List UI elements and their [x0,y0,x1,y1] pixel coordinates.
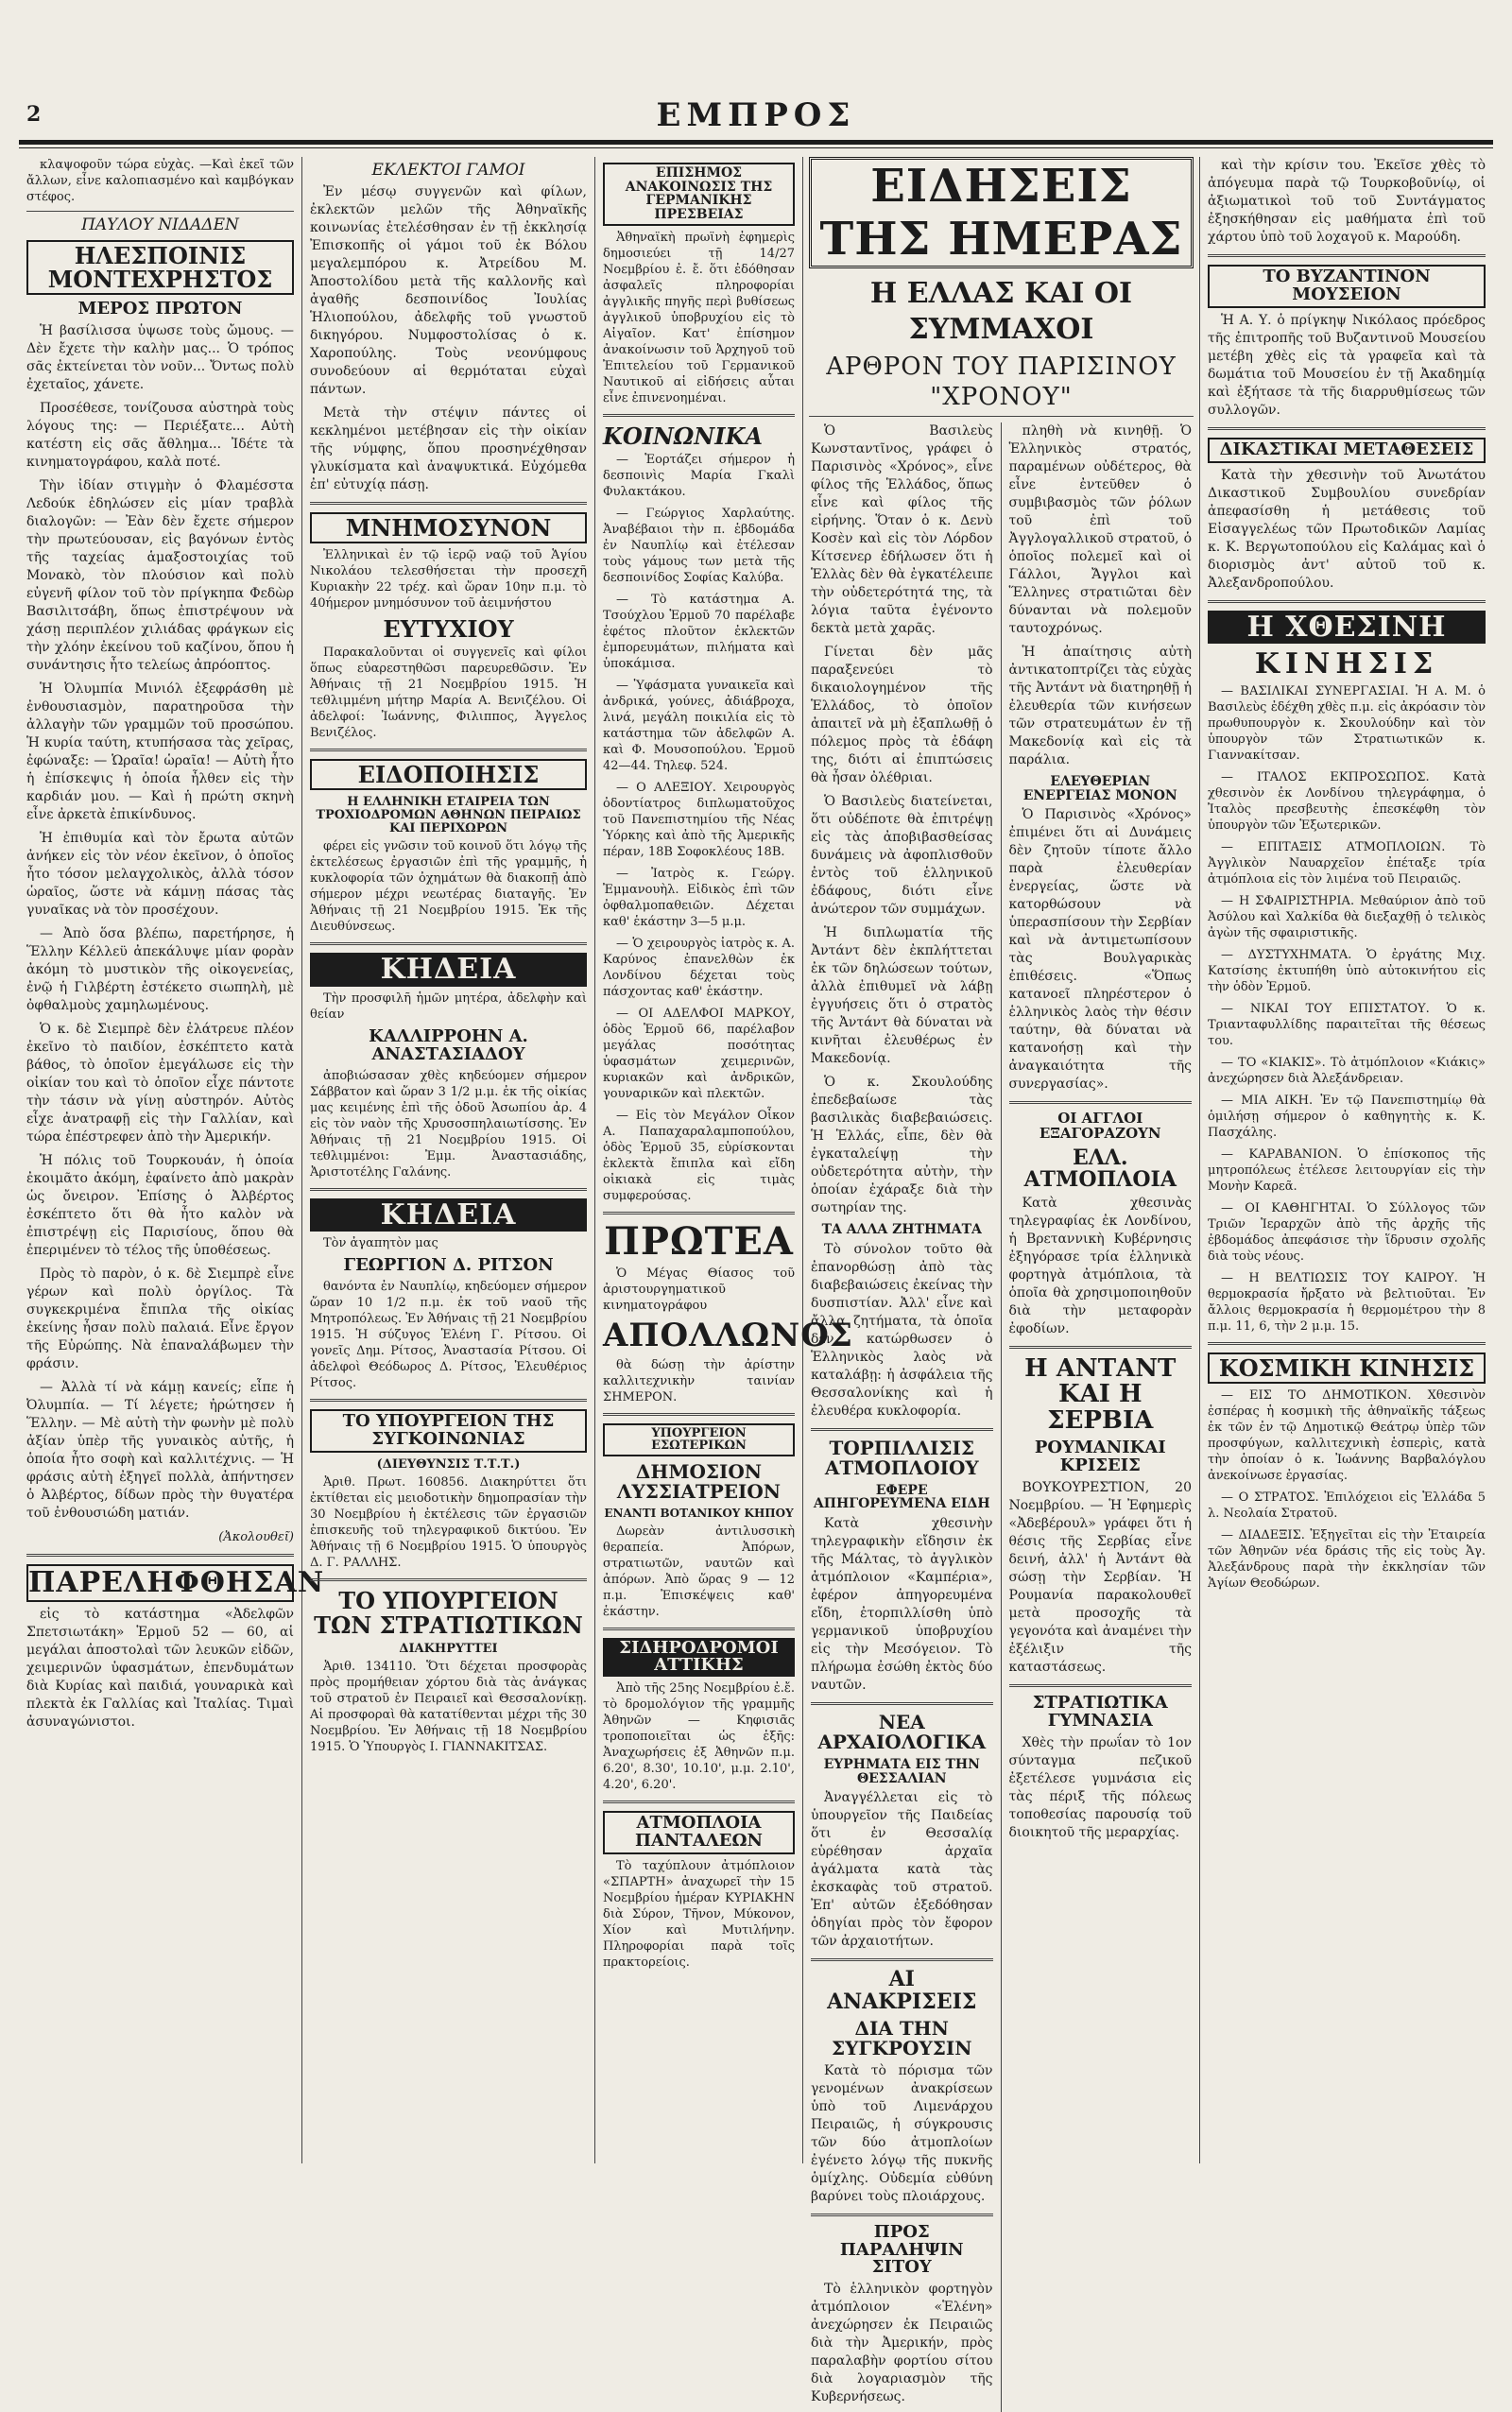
world-item: — Ο ΣΤΡΑΤΟΣ. Ἐπιλόχειοι εἰς Ἑλλάδα 5 λ. Νεολαία Στρατοῦ. [1208,1490,1486,1521]
railway-title: ΣΙΔΗΡΟΔΡΟΜΟΙ ΑΤΤΙΚΗΣ [603,1638,795,1678]
railway-text: Ἀπὸ τῆς 25ης Νοεμβρίου ἐ.ἔ. τὸ δρομολόγιον τῆς γραμμῆς Ἀθηνῶν — Κηφισιᾶς τροποποιεῖται ὡς ἑξῆς: Ἀναχωρήσεις ἐξ Ἀθηνῶν π.μ. 6.20', 8.30', 10.10', μ.μ. 2.10', 4.20', 6.20'. [603,1681,795,1793]
embassy-title: ΕΠΙΣΗΜΟΣ ΑΝΑΚΟΙΝΩΣΙΣ ΤΗΣ ΓΕΡΜΑΝΙΚΗΣ ΠΡΕΣΒΕΙΑΣ [603,163,795,226]
weddings-note: Μετὰ τὴν στέψιν πάντες οἱ κεκλημένοι μετέβησαν εἰς τὴν οἰκίαν τῆς νύμφης, ὅπου προσηνέχθησαν γλυκίσματα καὶ ἀναψυκτικά. Εὐχόμεθα ἐπ' εὐτυχίᾳ πάσῃ. [310,405,587,492]
social-item: — ΟΙ ΑΔΕΛΦΟΙ ΜΑΡΚΟΥ, ὁδὸς Ἑρμοῦ 66, παρέλαβον μεγάλας ποσότητας ὑφασμάτων χειμερινῶν, κυριακῶν καὶ ἀνδρικῶν, γουναρικῶν καὶ πλεκτῶν. [603,1006,795,1101]
grain-title: ΠΡΟΣ ΠΑΡΑΛΗΨΙΝ ΣΙΤΟΥ [839,2221,964,2278]
serial-byline: ΠΑΥΛΟΥ ΝΙΔΑΔΕΝ [81,215,239,234]
masthead-rule-thin [19,147,1493,148]
army-subtitle: ΔΙΑΚΗΡΥΤΤΕΙ [399,1641,498,1656]
world-title: ΚΟΣΜΙΚΗ ΚΙΝΗΣΙΣ [1208,1352,1486,1384]
exercises-title: ΣΤΡΑΤΙΩΤΙΚΑ ΓΥΜΝΑΣΙΑ [1032,1692,1168,1731]
serial-paragraph: Τὴν ἰδίαν στιγμὴν ὁ Φλαμέσστα Λεδούκ ἐδηλώσεν εἰς μίαν τραβλὰ διαλογῶν: — Ἐὰν δὲν ἔχετε σήμερον τὴν πρωτεύουσαν, εἰς βαγόνων ἐντὸς τῆς ταχείας ἁμαξοστοιχίας τοῦ Μονακὸ, τὸν πλούσιον καὶ πολὺ εὐγενῆ φίλον τοῦ τὸν πρίγκηπα Φεδὼρ Βασιλιτσάβη, ὅπως ἐπιστρέψουν νὰ χάσῃ περιπλέον χιλιάδας φράγκων εἰς τὴν χλόην ἐκείνου τοῦ καζίνου, ὅπου ἡ συνάντησις ἦτο τελείως ἀπρόοπτος. [26,478,294,674]
rabies-clinic-sub: ΕΝΑΝΤΙ ΒΟΤΑΝΙΚΟΥ ΚΗΠΟΥ [604,1506,794,1520]
cinema-text: Ὁ Μέγας Θίασος τοῦ ἀριστουργηματικοῦ κινηματογράφου [603,1266,795,1313]
inquiries-head: ΔΙΑ ΤΗΝ ΣΥΓΚΡΟΥΣΙΝ [831,2016,972,2059]
serial-opening: κλαψοφοῦν τώρα εὐχὰς. —Καὶ ἐκεῖ τῶν ἄλλων, εἶνε καλοπιασμένο καὶ καμβόγκαν στέφος. [26,158,294,204]
memorial-name: ΕΥΤΥΧΙΟΥ [383,615,514,644]
funeral-title: ΚΗΔΕΙΑ [310,1198,587,1232]
archaeology-text: Ἀναγγέλλεται εἰς τὸ ὑπουργεῖον τῆς Παιδείας ὅτι ἐν Θεσσαλίᾳ εὑρέθησαν ἀρχαῖα ἀγάλματα κατὰ τὰς ἐκσκαφὰς τοῦ στρατοῦ. Ἐπ' αὐτῶν ἐξεδόθησαν ὁδηγίαι πρὸς τὸν ἔφορον τῶν ἀρχαιοτήτων. [811,1790,993,1950]
column-movement [1200,157,1493,2163]
entente-head: ΡΟΥΜΑΝΙΚΑΙ ΚΡΙΣΕΙΣ [1034,1437,1166,1475]
serial-paragraph: Ἡ Ὀλυμπία Μινιόλ ἐξεφράσθη μὲ ἐνθουσιασμὸν, παρατηροῦσα τὴν ἀλλαγὴν τῶν γραμμῶν τοῦ προσώπου. Ἡ κυρία ταύτη, κτυπήσασα τὰς χεῖρας, ἐφώναξε: — Ὡραῖα! ὡραῖα! — Αὐτὴ ἦτο ἡ ἐπίσκεψις ἡ ὁποία ἦλθεν εἰς τὴν καρδιάν μου. — Καὶ ἡ πρώτη σκηνὴ εἶνε ἀρκετὰ ἐπικίνδυνος. [26,681,294,823]
inquiries-title: ΑΙ ΑΝΑΚΡΙΣΕΙΣ [827,1967,977,2014]
ad-text: εἰς τὸ κατάστημα «Ἀδελφῶν Σπετσιωτάκη» Ἑρμοῦ 52 — 60, αἱ μεγάλαι ἀποστολαὶ τῶν λευκῶν εἰδῶν, χειμερινῶν ὑφασμάτων, ἐπενδυμάτων διὰ Κυρίας καὶ παιδιά, γουναρικὰ καὶ πλεκτὰ ἐκ Γαλλίας καὶ Ἰταλίας. Τιμαὶ ἀσυναγώνιστοι. [26,1606,294,1730]
yesterday-item: — Η ΒΕΛΤΙΩΣΙΣ ΤΟΥ ΚΑΙΡΟΥ. Ἡ θερμοκρασία ἤρξατο νὰ βελτιοῦται. Ἐν ἄλλοις θερμοκρασία ἡ θερμομέτρου τὴν 8 π.μ. 11, 6, τὴν 2 μ.μ. 15. [1208,1270,1486,1334]
museum-text: Ἡ Α. Υ. ὁ πρίγκηψ Νικόλαος πρόεδρος τῆς ἐπιτροπῆς τοῦ Βυζαντινοῦ Μουσείου μετέβη χθὲς εἰς τὰ γραφεῖα καὶ τὰ δωμάτια τοῦ Μουσείου ἐν τῇ Ἀκαδημίᾳ καὶ ἐξήτασε τὰ τῆς διαρρυθμίσεως τῶν συλλογῶν. [1208,312,1486,418]
serial-continued: (Ἀκολουθεῖ) [218,1530,294,1545]
memorial-title: ΜΝΗΜΟΣΥΝΟΝ [310,512,587,543]
serial-paragraph: Πρὸς τὸ παρὸν, ὁ κ. δὲ Σιεμπρὲ εἶνε γέρων καὶ πολὺ ὀργίλος. Τὰ συγκεκριμένα ἔπιπλα τῆς οἰκίας ἐκείνης ἦσαν πολὺ παλαιά. Εἶνε ἔργον τῆς Εὐρώπης. Νὰ ἐπαναλάβωμεν τὴν φράσιν. [26,1266,294,1372]
social-item: — Γεώργιος Χαρλαύτης. Ἀναβέβαιοι τὴν π. ἑβδομάδα ἐν Ναυπλίῳ καὶ ἐτέλεσαν τοὺς γάμους των μετὰ τῆς δεσποινίδος Σοφίας Καλύβα. [603,506,795,585]
entente-title: Η ΑΝΤΑΝΤ ΚΑΙ Η ΣΕΡΒΙΑ [1024,1354,1177,1435]
serial-paragraph: Ἡ ἐπιθυμία καὶ τὸν ἔρωτα αὐτῶν ἀνήκεν εἰς τὸν νέον ἐκεῖνον, ὁ ὁποῖος ἦτο τόσον μελαγχολικὸς, ἀλλὰ τόσον ὡραῖος, ὥστε νὰ κάμνῃ πάσας τὰς γυναῖκας νὰ τὸν προσέχουν. [26,831,294,919]
news-columns [803,422,1199,2412]
yesterday-item: — ΚΑΡΑΒΑΝΙΟΝ. Ὁ ἐπίσκοπος τῆς μητροπόλεως ἐτέλεσε λειτουργίαν εἰς τὴν Μονὴν Καρεᾶ. [1208,1146,1486,1194]
yesterday-item: — ΙΤΑΛΟΣ ΕΚΠΡΟΣΩΠΟΣ. Κατὰ χθεσινὸν ἐκ Λονδίνου τηλεγράφημα, ὁ Ἰταλὸς πρεσβευτὴς ἐπεσκέφθη τὸν ὑπουργὸν τῶν Ἐξωτερικῶν. [1208,769,1486,833]
ships-head: ΕΛΛ. ΑΤΜΟΠΛΟΙΑ [1023,1145,1177,1192]
column-serial [19,157,325,2163]
news-headline: Η ΕΛΛΑΣ ΚΑΙ ΟΙ ΣΥΜΜΑΧΟΙ [869,277,1133,346]
funeral-name: ΚΑΛΛΙΡΡΟΗΝ Α. ΑΝΑΣΤΑΣΙΑΔΟΥ [369,1025,528,1064]
social-item: — Ἰατρὸς κ. Γεώργ. Ἐμμανουὴλ. Εἰδικὸς ἐπὶ τῶν ὀφθαλμοπαθειῶν. Δέχεται καθ' ἑκάστην 3—5 μ.μ. [603,866,795,929]
news-right [1002,422,1200,2412]
rabies-clinic-text: Δωρεὰν ἀντιλυσσικὴ θεραπεία. Ἀπόρων, στρατιωτῶν, ναυτῶν καὶ ἀπόρων. Ἀπὸ ὥρας 9 — 12 π.μ. Ἐπισκέψεις καθ' ἑκάστην. [603,1524,795,1619]
yesterday-title: Η ΧΘΕΣΙΝΗ [1208,611,1486,645]
columns [19,157,1493,2405]
rabies-clinic-title: ΔΗΜΟΣΙΟΝ ΛΥΣΣΙΑΤΡΕΙΟΝ [616,1459,782,1503]
social-item: — Ο ΑΛΕΞΙΟΥ. Χειρουργὸς ὀδοντίατρος διπλωματοῦχος τοῦ Πανεπιστημίου τῆς Νέας Ὑόρκης καὶ ἀπὸ τῆς Ἀμερικῆς πέραν, 18Β Σοφοκλέους 18Β. [603,780,795,859]
funeral-body: θανόντα ἐν Ναυπλίῳ, κηδεύομεν σήμερον ὥραν 10 1/2 π.μ. ἐκ τοῦ ναοῦ τῆς Μητροπόλεως. Ἐν Ἀθήναις τῇ 21 Νοεμβρίου 1915. Ἡ σύζυγος Ἑλένη Γ. Ρίτσου. Οἱ γονεῖς Δημ. Ρίτσος, Ἀναστασία Ρίτσου. Οἱ ἀδελφοὶ Θεόδωρος Δ. Ρίτσος, Ἐλευθέριος Ρίτσος. [310,1280,587,1390]
serial-part: ΜΕΡΟΣ ΠΡΩΤΟΝ [77,299,243,319]
army-title: ΤΟ ΥΠΟΥΡΓΕΙΟΝ ΤΩΝ ΣΤΡΑΤΙΩΤΙΚΩΝ [314,1587,583,1639]
world-item: — ΕΙΣ ΤΟ ΔΗΜΟΤΙΚΟΝ. Χθεσινὸν ἑσπέρας ἡ κοσμικὴ τῆς ἀθηναϊκῆς τάξεως ἐκ τῶν ἐν τῷ Δημοτικῷ Θεάτρῳ ὑπὲρ τῶν προσφύγων, καλλιτεχνικὴ ἑσπερὶς, κατὰ τὴν ὁποίαν ὁ κ. Ἰωάννης Βαρβαλόγλου ἀνεκοίνωσε ἐργασίας. [1208,1387,1486,1483]
social-title: ΚΟΙΝΩΝΙΚΑ [603,422,763,450]
weddings-title: ΕΚΛΕΚΤΟΙ ΓΑΜΟΙ [371,161,525,180]
news-paragraph: Γίνεται δὲν μᾶς παραξενεύει τὸ δικαιολογημένον τῆς Ἑλλάδος, τὸ ὁποῖον ἀπαιτεῖ νὰ μὴ ἐξαπλωθῇ ὁ πόλεμος πρὸς τὰ ἐδάφη της, διότι αἱ ἐπιπτώσεις θὰ ἦσαν ὀλέθριαι. [811,645,993,785]
archaeology-head: ΕΥΡΗΜΑΤΑ ΕΙΣ ΤΗΝ ΘΕΣΣΑΛΙΑΝ [823,1757,980,1786]
news-paragraph: Τὸ σύνολον τοῦτο θὰ ἐπανορθώσῃ ἀπὸ τὰς διαβεβαιώσεις ἐκείνας τὴν δυσπιστίαν. Ἀλλ' εἶνε καὶ ἄλλα ζητήματα, τὰ ὁποῖα δὲν κατώρθωσεν ὁ Ἑλληνικὸς λαὸς νὰ καταλάβῃ: ἡ ἀσφάλεια τῆς Θεσσαλονίκης καὶ ἡ ἐλευθέρα κυκλοφορία. [811,1241,993,1419]
yesterday-item: — ΟΙ ΚΑΘΗΓΗΤΑΙ. Ὁ Σύλλογος τῶν Τριῶν Ἱεραρχῶν ἀπὸ τῆς ἀρχῆς τῆς ἐβδομάδος ἀπεφάσισε τὴν ἵδρυσιν σχολῆς διὰ τοὺς νέους. [1208,1200,1486,1264]
column-social [595,157,853,2163]
news-paragraph: Ὁ Βασιλεὺς Κωνσταντῖνος, γράφει ὁ Παρισινὸς «Χρόνος», εἶνε φίλος τῆς Ἑλλάδος, ὅπως εἶνε καὶ φίλος τῆς εἰρήνης. Ὅταν ὁ κ. Δενὺ Κοσὲν καὶ εἰς τὸν Λόρδον Κίτσενερ ἐδήλωσεν ὅτι ἡ Ἑλλὰς δὲν θὰ ἐγκατέλειπε τὴν οὐδετερότητά της, τὰ λόγια ταῦτα ἐγένοντο δεκτὰ μετὰ χαρᾶς. [811,423,993,636]
world-item: — ΔΙΑΔΕΞΙΣ. Ἐξηγεῖται εἰς τὴν Ἐταιρεία τῶν Ἀθηνῶν νέα δράσις τῆς εἰς τοὺς Ἁγ. Ἀλεξάνδρους παρὰ τὴν ἐκκλησίαν τῶν Ἁγίων Θεοδώρων. [1208,1527,1486,1591]
shipping-text: Τὸ ταχύπλουν ἀτμόπλοιον «ΣΠΑΡΤΗ» ἀναχωρεῖ τὴν 15 Νοεμβρίου ἡμέραν ΚΥΡΙΑΚΗΝ διὰ Σύρον, Τῆνον, Μύκονον, Χίον καὶ Μυτιλήνην. Πληροφορίαι παρὰ τοῖς πρακτορείοις. [603,1859,795,1971]
serial-title: ΗΛΕΣΠΟΙΝΙΣ ΜΟΝΤΕΧΡΗΣΤΟΣ [26,240,294,295]
serial-paragraph: Ἡ πόλις τοῦ Τουρκουάν, ἡ ὁποία ἐκοιμᾶτο ἀκόμη, ἐφαίνετο ἀπὸ μακρὰν ὡς ὄνειρον. Ἐπίσης ὁ Ἀλβέρτος ἐσκέπτετο ὅτι θὰ ἦτο καλὸν νὰ ἐπιστρέψῃ εἰς Παρισίους, ὅπου θὰ ἐπεριμένεν τὸ τέλος τῆς ὑποθέσεως. [26,1153,294,1259]
news-paragraph: Ἡ ἀπαίτησις αὐτὴ ἀντικατοπτρίζει τὰς εὐχὰς τῆς Ἀντάντ νὰ διατηρηθῇ ἡ ἐλευθερία τῶν κινήσεων τῶν στρατευμάτων ἐν τῇ Μακεδονίᾳ καὶ εἰς τὰ παράλια. [1008,645,1192,767]
social-item: — Ὁ χειρουργὸς ἰατρὸς κ. Α. Καρύνος ἐπανελθὼν ἐκ Λονδίνου δέχεται τοὺς πάσχοντας καθ' ἑκάστην. [603,936,795,999]
news-paragraph: Ἡ διπλωματία τῆς Ἀντάντ δὲν ἐκπλήττεται ἐκ τῶν δηλώσεων τούτων, ἀλλὰ ἐπιθυμεῖ νὰ λάβῃ ἐγγυήσεις ὅτι ὁ στρατὸς τῆς Ἀντάντ θὰ δύναται νὰ κινῆται ἐλευθέρως ἐν Μακεδονίᾳ. [811,925,993,1066]
masthead [19,96,1493,134]
ad-title: ΠΑΡΕΛΗΦΘΗΣΑΝ [26,1564,294,1602]
yesterday-item: — ΔΥΣΤΥΧΗΜΑΤΑ. Ὁ ἐργάτης Μιχ. Κατσίσης ἐκτυπήθη ὑπὸ αὐτοκινήτου εἰς τὴν ὁδὸν Ἑρμοῦ. [1208,947,1486,994]
serial-paragraph: Ἡ βασίλισσα ὑψωσε τοὺς ὤμους. — Δὲν ἔχετε τὴν καλὴν μας... Ὁ τρόπος σᾶς ἐκτείνεται τὸν νοῦν... Ὄντως πολὺ ἐχεταῖος, χάνετε. [26,323,294,393]
exercises-text: Χθὲς τὴν πρωΐαν τὸ 1ον σύνταγμα πεζικοῦ ἐξετέλεσε γυμνάσια εἰς τὰς πέριξ τῆς πόλεως τοποθεσίας παρουσίᾳ τοῦ διοικητοῦ τῆς μεραρχίας. [1008,1734,1192,1840]
memorial-signoff: Παρακαλοῦνται οἱ συγγενεῖς καὶ φίλοι ὅπως εὐαρεστηθῶσι παρευρεθῶσιν. Ἐν Ἀθήναις τῇ 21 Νοεμβρίου 1915. Ἡ τεθλιμμένη μήτηρ Μαρία Α. Βενιζέλου. Οἱ ἀδελφοί: Ἰωάννης, Φιλιππος, Ἀγγελος Βενιζέλος. [310,646,587,741]
yesterday-item: — Η ΣΦΑΙΡΙΣΤΗΡΙΑ. Μεθαύριον ἀπὸ τοῦ Ἀσύλου καὶ Χαλκίδα θὰ διεξαχθῇ ὁ τελικὸς ἀγὼν τῆς σφαιριστικῆς. [1208,893,1486,940]
torpedo-title: ΤΟΡΠΙΛΛΙΣΙΣ ΑΤΜΟΠΛΟΙΟΥ [824,1436,979,1479]
masthead-rule [19,140,1493,145]
funeral-name: ΓΕΩΡΓΙΟΝ Δ. ΡΙΤΣΟΝ [343,1255,554,1276]
torpedo-text: Κατὰ χθεσινὴν τηλεγραφικὴν εἴδησιν ἐκ τῆς Μάλτας, τὸ ἀγγλικὸν ἀτμόπλοιον «Καμπέρια», ἐφέρον ἀπηγορευμένα εἴδη, ἐτορπιλλίσθη ὑπὸ γερμανικοῦ ὑποβρυχίου εἰς τὴν Μεσόγειον. Τὸ πλήρωμα ἐσώθη ἐκτὸς δύο ναυτῶν. [811,1516,993,1694]
archaeology-title: ΝΕΑ ΑΡΧΑΙΟΛΟΓΙΚΑ [817,1711,987,1754]
grain-text: Τὸ ἑλληνικὸν φορτηγὸν ἀτμόπλοιον «Ἑλένη» ἀνεχώρησεν ἐκ Πειραιῶς διὰ τὴν Ἀμερικήν, πρὸς παραλαβὴν φορτίου σίτου διὰ λογαριασμὸν τῆς Κυβερνήσεως. [811,2282,993,2405]
funeral-title: ΚΗΔΕΙΑ [310,953,587,987]
yesterday-item: — ΒΑΣΙΛΙΚΑΙ ΣΥΝΕΡΓΑΣΙΑΙ. Ἡ Α. Μ. ὁ Βασιλεὺς ἐδέχθη χθὲς π.μ. εἰς ἀκρόασιν τὸν πρωθυπουργὸν κ. Σκουλούδην καὶ τὸν ὑπουργὸν τῶν Στρατιωτικῶν κ. Γιαννακίτσαν. [1208,683,1486,763]
news-paragraph: Ὁ Παρισινὸς «Χρόνος» ἐπιμένει ὅτι αἱ Δυνάμεις δὲν ζητοῦν τίποτε ἄλλο παρὰ ἐλευθερίαν ἐνεργείας, ὥστε νὰ κατορθώσουν νὰ ὑπερασπίσουν τὴν Σερβίαν καὶ νὰ ἀντιμετωπίσουν τὰς Βουλγαρικὰς ἐπιθέσεις. «Ὅπως κατανοεῖ πληρέστερον ὁ ἑλληνικὸς λαὸς τὴν θέσιν ταύτην, θὰ δύναται νὰ κατανοήσῃ καὶ τὴν ἀναγκαιότητα τῆς συνεργασίας». [1008,807,1192,1093]
museum-title: ΤΟ ΒΥΖΑΝΤΙΝΟΝ ΜΟΥΣΕΙΟΝ [1208,265,1486,308]
funeral-text: Τὸν ἀγαπητὸν μας [323,1236,438,1251]
news-subheadline: ΑΡΘΡΟΝ ΤΟΥ ΠΑΡΙΣΙΝΟΥ "ΧΡΟΝΟΥ" [809,352,1194,417]
cinema-name: ΑΠΟΛΛΩΝΟΣ [603,1316,853,1354]
yesterday-subtitle: ΚΙΝΗΣΙΣ [1254,647,1439,681]
serial-paragraph: — Ἀπὸ ὅσα βλέπω, παρετήρησε, ἡ Ἕλλην Κέλλεϋ ἀπεκάλυψε μίαν φορὰν ἀκόμη τὸ μυστικὸν τῆς οἰκογενείας, ἐνῷ ἡ Γιλβέρτη ἐστέκετο σιωπηλὴ, μὲ ὀφθαλμοὺς χαμηλωμένους. [26,926,294,1014]
social-item: — Τὸ κατάστημα Α. Τσούχλου Ἑρμοῦ 70 παρέλαβε ἐφέτος πλοῦτον ἐκλεκτῶν ἐμπορευμάτων, πιλήματα καὶ ὑποκάμισα. [603,592,795,671]
court-text: Κατὰ τὴν χθεσινὴν τοῦ Ἀνωτάτου Δικαστικοῦ Συμβουλίου συνεδρίαν ἀπεφασίσθη ἡ μετάθεσις τοῦ Εἰσαγγελέως τῶν Πρωτοδικῶν Λαμίας κ. Κ. Βεργωτοπούλου εἰς Καλάμας καὶ ὁ διορισμὸς ἀντ' αὐτοῦ τοῦ κ. Ἀλεξανδροπούλου. [1208,467,1486,591]
social-item: — Εἰς τὸν Μεγάλον Οἶκον Α. Παπαχαραλαμποπούλου, ὁδὸς Ἑρμοῦ 35, εὑρίσκονται ἐκλεκτὰ ἔπιπλα καὶ εἴδη οἰκιακὰ εἰς τιμὰς συμφερούσας. [603,1108,795,1203]
interior-ministry: ΥΠΟΥΡΓΕΙΟΝ ΕΣΩΤΕΡΙΚΩΝ [603,1423,795,1456]
news-paragraph: Ὁ κ. Σκουλούδης ἐπεδεβαίωσε τὰς βασιλικὰς διαβεβαιώσεις. Ἡ Ἑλλάς, εἶπε, δὲν θὰ ἐγκαταλείψῃ τὴν οὐδετερότητα αὐτὴν, τὴν ὁποίαν ἐχάραξε διὰ τὴν σωτηρίαν της. [811,1075,993,1215]
yesterday-item: — ΜΙΑ ΑΙΚΗ. Ἐν τῷ Πανεπιστημίῳ θὰ ὁμιλήσῃ σήμερον ὁ καθηγητὴς κ. Κ. Πασχάλης. [1208,1093,1486,1140]
court-title: ΔΙΚΑΣΤΙΚΑΙ ΜΕΤΑΘΕΣΕΙΣ [1208,438,1486,463]
news-paragraph: πληθὴ νὰ κινηθῇ. Ὁ Ἑλληνικὸς στρατός, παραμένων οὐδέτερος, θὰ εἶνε ἐντεῦθεν ὁ συμβιβασμὸς τῶν ῥόλων τοῦ ἐπὶ τοῦ Ἀγγλογαλλικοῦ στρατοῦ, ὁ ὁποῖος πολεμεῖ καὶ οἱ Γάλλοι, Ἄγγλοι καὶ Ἕλληνες στρατιῶται δὲν δύνανται νὰ πολεμοῦν ταυτοχρόνως. [1008,423,1192,636]
news-subhead: ΕΛΕΥΘΕΡΙΑΝ ΕΝΕΡΓΕΙΑΣ ΜΟΝΟΝ [1022,774,1177,803]
column-news [803,157,1200,2405]
news-paragraph: Ὁ Βασιλεὺς διατείνεται, ὅτι οὐδέποτε θὰ ἐπιτρέψῃ εἰς τὰς ἀποβιβασθείσας δυνάμεις νὰ ἀφοπλισθοῦν ἐντὸς τοῦ ἑλληνικοῦ ἐδάφους, διότι εἶνε ἀνώτερον τῶν συμμάχων. [811,794,993,917]
weddings-text: Ἐν μέσῳ συγγενῶν καὶ φίλων, ἐκλεκτῶν μελῶν τῆς Ἀθηναϊκῆς κοινωνίας ἐτελέσθησαν ἐν τῇ ἐκκλησίᾳ Ἐπισκοπῆς οἱ γάμοι τοῦ ἐκ Βόλου μεγαλεμπόρου κ. Ἀτρείδου Μ. Ἀποστολίδου μετὰ τῆς καλλονῆς καὶ ἀγαθῆς δεσποινίδος Ἰουλίας Ἡλιοπούλου, ἀδελφῆς τοῦ γνωστοῦ δικηγόρου. Νυμφοστολίσας ὁ κ. Χαροπούλης. Τοὺς νεονύμφους συνοδεύουν αἱ θερμόταται εὐχαὶ πάντων. [310,183,587,397]
cinema-title: ΠΡΩΤΕΑ [604,1218,794,1264]
funeral-body: ἀποβιώσασαν χθὲς κηδεύομεν σήμερον Σάββατον καὶ ὥραν 3 1/2 μ.μ. ἐκ τῆς οἰκίας μας κειμένης ἐπὶ τῆς ὁδοῦ Ἀσωπίου ἀρ. 4 εἰς τὸν ναὸν τῆς Χρυσοσπηλαιωτίσσης. Ἐν Ἀθήναις τῇ 21 Νοεμβρίου 1915. Οἱ τεθλιμμένοι: Ἐμμ. Ἀναστασιάδης, Ἀριστοτέλης Γαλάνης. [310,1068,587,1180]
cinema-subtext: θὰ δώσῃ τὴν ἀρίστην καλλιτεχνικὴν ταινίαν ΣΗΜΕΡΟΝ. [603,1357,795,1404]
ships-text: Κατὰ χθεσινὰς τηλεγραφίας ἐκ Λονδίνου, ἡ Βρεταννικὴ Κυβέρνησις ἐξηγόρασε τρία ἑλληνικὰ φορτηγὰ ἀτμόπλοια, τὰ ὁποῖα θὰ χρησιμοποιηθοῦν διὰ τὴν μεταφορὰν ἐφοδίων. [1008,1196,1192,1337]
torpedo-head: ΕΦΕΡΕ ΑΠΗΓΟΡΕΥΜΕΝΑ ΕΙΔΗ [813,1482,990,1512]
notice-title: ΕΙΔΟΠΟΙΗΣΙΣ [310,759,587,790]
news-left [803,422,1002,2412]
serial-paragraph: — Ἀλλὰ τί νὰ κάμῃ κανείς; εἶπε ἡ Ὀλυμπία. — Τί λέγετε; ἠρώτησεν ἡ Ἕλλην. — Μὲ αὐτὴ τὴν φωνὴν μὲ πολὺ ἀξίαν ὑπὲρ τῆς γυναικὸς αὐτῆς, ἡ ὁποία ἦτο σοφὴ καὶ καλλιτέχνις. — Ἡ φράσις αὐτὴ ἐξηγεῖ πολλὰ, ἀπήντησεν ὁ Ἀλβέρτος, δίδων πρὸς τὴν θυγατέρα τοῦ ἐνθουσιώδη ματιάν. [26,1380,294,1522]
ministry-title: ΤΟ ΥΠΟΥΡΓΕΙΟΝ ΤΗΣ ΣΥΓΚΟΙΝΩΝΙΑΣ [310,1409,587,1453]
social-item: — Ὑφάσματα γυναικεῖα καὶ ἀνδρικά, γούνες, ἀδιάβροχα, λινά, μεγάλη ποικιλία εἰς τὸ κατάστημα τῶν ἀδελφῶν Α. καὶ Φ. Μουσοπούλου. Ἑρμοῦ 42—44. Τηλεφ. 524. [603,678,795,773]
paper-name: ΕΜΠΡΟΣ [656,96,856,134]
serial-paragraph: Ὁ κ. δὲ Σιεμπρὲ δὲν ἐλάτρευε πλέον ἐκεῖνο τὸ παιδίον, ἐσκέπτετο κατὰ βάθος, τὸ ὁποῖον ἐμεγάλωσε εἰς τὴν οἰκίαν του καὶ τὸ ὁποῖον εἶχε πάντοτε τὴν τάσιν νὰ γίνῃ αὐστηρόν. Αὐτὸς εἶχε ἀνατραφῇ εἰς τὴν Γαλλίαν, καὶ τώρα ἐπέστρεφεν ἀπὸ τὴν Ἀμερικήν. [26,1022,294,1146]
funeral-text: Τὴν προσφιλῆ ἡμῶν μητέρα, ἀδελφὴν καὶ θείαν [310,991,587,1022]
social-item: — Ἑορτάζει σήμερον ἡ δεσποινὶς Μαρία Γκαλὶ Φυλακτάκου. [603,452,795,499]
shipping-title: ΑΤΜΟΠΛΟΙΑ ΠΑΝΤΑΛΕΩΝ [603,1811,795,1854]
serial-paragraph: Προσέθεσε, τονίζουσα αὐστηρὰ τοὺς λόγους της: — Περιέξατε... Αὐτὴ κατέστη εἰς σᾶς ἄθλημα... Ἰδέτε τὰ κινηματογράφου, καλὰ ποτέ. [26,401,294,471]
page-number: 2 [26,102,42,127]
notice-text: φέρει εἰς γνῶσιν τοῦ κοινοῦ ὅτι λόγῳ τῆς ἐκτελέσεως ἐργασιῶν ἐπὶ τῆς γραμμῆς, ἡ κυκλοφορία τῶν ὀχημάτων θὰ διακοπῇ ἀπὸ σήμερον μέχρι νεωτέρας διαταγῆς. Ἐν Ἀθήναις τῇ 21 Νοεμβρίου 1915. Ἐκ τῆς Διευθύνσεως. [310,839,587,935]
news-banner: ΕΙΔΗΣΕΙΣ ΤΗΣ ΗΜΕΡΑΣ [809,157,1194,268]
col6-opening: καὶ τὴν κρίσιν του. Ἐκεῖσε χθὲς τὸ ἀπόγευμα παρὰ τῷ Τουρκοβοῦνίῳ, οἱ ἀξιωματικοὶ τοῦ τοῦ Συντάγματος ἐξησκήθησαν εἰς μαθήματα ἐπὶ τοῦ χάρτου ὑπὸ τοῦ λοχαγοῦ κ. Μαρούδη. [1208,158,1486,245]
ministry-subtitle: (ΔΙΕΥΘΥΝΣΙΣ Τ.Τ.Τ.) [376,1456,521,1472]
news-subhead: ΤΑ ΑΛΛΑ ΖΗΤΗΜΑΤΑ [821,1222,982,1237]
ships-title: ΟΙ ΑΓΓΛΟΙ ΕΞΑΓΟΡΑΖΟΥΝ [1039,1110,1161,1143]
yesterday-item: — ΤΟ «ΚΙΑΚΙΣ». Τὸ ἀτμόπλοιον «Κιάκις» ἀνεχώρησεν διὰ Ἀλεξάνδρειαν. [1208,1055,1486,1086]
embassy-text: Ἀθηναϊκὴ πρωϊνὴ ἐφημερὶς δημοσιεύει τῇ 14/27 Νοεμβρίου ἐ. ἔ. ὅτι ἐδόθησαν ἀσφαλεῖς πληροφορίαι ἀγγλικῆς πηγῆς περὶ βυθίσεως ἀγγλικοῦ ὑποβρυχίου εἰς τὸ Αἰγαῖον. Κατ' ἐπίσημον ἀνακοίνωσιν τοῦ Ἀρχηγοῦ τοῦ Ἐπιτελείου τοῦ Γερμανικοῦ Ναυτικοῦ αἱ εἰδήσεις αὗται εἶνε ἐπινενοημέναι. [603,230,795,405]
inquiries-text: Κατὰ τὸ πόρισμα τῶν γενομένων ἀνακρίσεων ὑπὸ τοῦ Λιμενάρχου Πειραιῶς, ἡ σύγκρουσις τῶν δύο ἀτμοπλοίων ἐγένετο λόγῳ τῆς πυκνῆς ὁμίχλης. Οὐδεμία εὐθύνη βαρύνει τοὺς πλοιάρχους. [811,2062,993,2204]
column-notices [302,157,595,2163]
notice-subtitle: Η ΕΛΛΗΝΙΚΗ ΕΤΑΙΡΕΙΑ ΤΩΝ ΤΡΟΧΙΟΔΡΟΜΩΝ ΑΘΗΝΩΝ ΠΕΙΡΑΙΩΣ ΚΑΙ ΠΕΡΙΧΩΡΩΝ [316,795,581,836]
entente-text: ΒΟΥΚΟΥΡΕΣΤΙΟΝ, 20 Νοεμβρίου. — Ἡ Ἐφημερὶς «Ἀδεβέρουλ» γράφει ὅτι ἡ θέσις τῆς Σερβίας εἶνε δεινή, ἀλλ' ἡ Ἀντάντ θὰ σώσῃ τὴν Σερβίαν. Ἡ Ρουμανία παρακολουθεῖ μετὰ προσοχῆς τὰ γεγονότα καὶ ἀναμένει τὴν ἐξέλιξιν τῆς καταστάσεως. [1008,1479,1192,1675]
yesterday-item: — ΕΠΙΤΑΞΙΣ ΑΤΜΟΠΛΟΙΩΝ. Τὸ Ἀγγλικὸν Ναυαρχεῖον ἐπέταξε τρία ἀτμόπλοια εἰς τὸν λιμένα τοῦ Πειραιῶς. [1208,839,1486,887]
memorial-text: Ἐλληνικαὶ ἐν τῷ ἱερῷ ναῷ τοῦ Ἁγίου Νικολάου τελεσθήσεται τὴν προσεχῆ Κυριακὴν 22 τρέχ. καὶ ὥραν 10ην π.μ. τὸ 40ήμερον μνημόσυνον τοῦ ἀειμνήστου [310,548,587,612]
ministry-text: Ἀριθ. Πρωτ. 160856. Διακηρύττει ὅτι ἐκτίθεται εἰς μειοδοτικὴν δημοπρασίαν τὴν 30 Νοεμβρίου ἡ ἐκτέλεσις τῶν ἐργασιῶν ἐπισκευῆς τοῦ τηλεγραφικοῦ δικτύου. Ἐν Ἀθήναις τῇ 6 Νοεμβρίου 1915. Ὁ ὑπουργὸς Δ. Γ. ΡΑΛΛΗΣ. [310,1475,587,1571]
army-text: Ἀριθ. 134110. Ὅτι δέχεται προσφορὰς πρὸς προμήθειαν χόρτου διὰ τὰς ἀνάγκας τοῦ στρατοῦ ἐν Πειραιεῖ καὶ Θεσσαλονίκῃ. Αἱ προσφοραὶ θὰ κατατίθενται μέχρι τῆς 30 Νοεμβρίου. Ἐν Ἀθήναις τῇ 18 Νοεμβρίου 1915. Ὁ Ὑπουργὸς Ι. ΓΙΑΝΝΑΚΙΤΣΑΣ. [310,1660,587,1755]
yesterday-item: — ΝΙΚΑΙ ΤΟΥ ΕΠΙΣΤΑΤΟΥ. Ὁ κ. Τριανταφυλλίδης παραιτεῖται τῆς θέσεως του. [1208,1001,1486,1048]
